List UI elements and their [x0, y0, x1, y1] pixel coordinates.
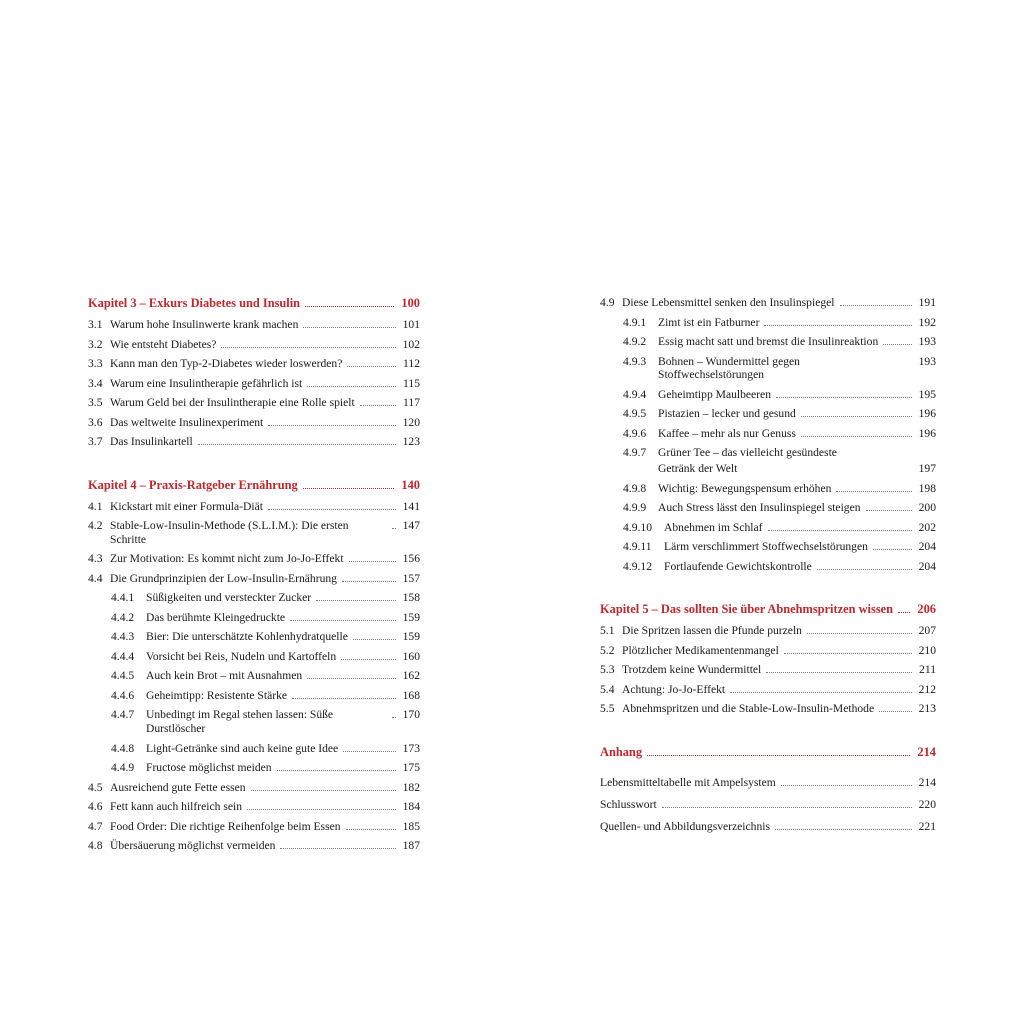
leader-dots: [292, 697, 396, 699]
entry-label: Lebensmitteltabelle mit Ampelsystem: [600, 775, 776, 789]
entry-number: 5.1: [600, 624, 615, 638]
toc-entry-continuation[interactable]: [600, 462, 936, 476]
entry-page-number: 211: [919, 663, 936, 677]
toc-entry[interactable]: [600, 316, 936, 330]
toc-entry[interactable]: [600, 446, 936, 460]
entry-label: Kann man den Typ-2-Diabetes wieder loswerden?: [110, 357, 343, 370]
leader-dots: [764, 324, 912, 326]
entry-page-number: 204: [918, 559, 936, 573]
chapter-heading-3[interactable]: [88, 296, 420, 311]
entry-label: Wichtig: Bewegungspensum erhöhen: [658, 481, 832, 495]
spacer: [600, 767, 936, 776]
leader-dots: [883, 343, 912, 345]
toc-entry[interactable]: [600, 482, 936, 496]
entry-label: Stable-Low-Insulin-Methode (S.L.I.M.): Die ersten Schritte: [110, 519, 349, 546]
entry-page-number: 115: [403, 376, 420, 390]
entry-number: 5.3: [600, 663, 615, 677]
entry-page-number: 147: [402, 519, 420, 532]
entry-page-number: 159: [402, 610, 420, 624]
entry-number: 5.5: [600, 702, 615, 716]
chapter-page-number: 206: [917, 602, 936, 617]
leader-dots: [277, 769, 396, 771]
toc-columns: [0, 296, 1024, 859]
leader-dots: [866, 509, 912, 511]
toc-entry[interactable]: [88, 500, 420, 514]
entry-page-number: 117: [403, 396, 420, 409]
entry-page-number: 102: [402, 337, 420, 351]
toc-entry[interactable]: [88, 377, 420, 391]
leader-dots: [742, 471, 912, 472]
entry-label: Trotzdem keine Wundermittel: [622, 663, 762, 677]
entry-page-number: 112: [403, 357, 420, 370]
toc-entry[interactable]: [88, 669, 420, 683]
entry-page-number: 120: [402, 415, 420, 429]
leader-dots: [316, 599, 396, 601]
toc-entry[interactable]: [600, 540, 936, 554]
toc-entry[interactable]: [88, 689, 420, 703]
entry-label: Abnehmen im Schlaf: [664, 520, 763, 534]
chapter-page-number: 100: [401, 296, 420, 310]
entry-number: 4.9.9: [623, 501, 647, 515]
leader-dots: [347, 365, 396, 367]
entry-page-number: 214: [918, 775, 936, 789]
entry-number: 4.3: [88, 552, 103, 566]
toc-entry[interactable]: [88, 611, 420, 625]
entry-number: 4.9.10: [623, 520, 652, 534]
entry-page-number: 197: [918, 462, 936, 476]
entry-page-number: 196: [918, 426, 936, 440]
toc-entry[interactable]: [88, 318, 420, 332]
appendix-page-number: 214: [917, 744, 936, 759]
leader-dots: [836, 490, 912, 492]
leader-dots: [198, 443, 396, 445]
entry-label: Pistazien – lecker und gesund: [658, 407, 796, 421]
leader-dots: [392, 527, 396, 529]
entry-number: 4.9.7: [623, 446, 647, 460]
entry-label: Grüner Tee – das vielleicht gesündeste: [658, 446, 837, 460]
entry-number: 3.6: [88, 415, 103, 429]
entry-label: Bier: Die unterschätzte Kohlenhydratquelle: [146, 630, 348, 644]
leader-dots: [730, 691, 912, 693]
entry-label: Abnehmspritzen und die Stable-Low-Insulin-Methode: [622, 702, 875, 716]
leader-dots: [873, 548, 912, 550]
chapter-title: Kapitel 5 – Das sollten Sie über Abnehmspritzen wissen: [600, 602, 894, 617]
entry-label: Fortlaufende Gewichtskontrolle: [664, 559, 812, 573]
entry-page-number: 160: [402, 649, 420, 663]
appendix-entry[interactable]: [600, 820, 936, 833]
toc-entry[interactable]: [88, 591, 420, 605]
entry-label: Auch Stress lässt den Insulinspiegel steigen: [658, 501, 861, 515]
leader-dots: [303, 487, 394, 489]
toc-entry[interactable]: [88, 572, 420, 586]
section-spacer: [600, 722, 936, 745]
entry-page-number: 156: [402, 552, 420, 566]
entry-label: Die Grundprinzipien der Low-Insulin-Ernährung: [110, 571, 337, 585]
entry-label: Warum hohe Insulinwerte krank machen: [110, 318, 299, 331]
appendix-heading[interactable]: [600, 745, 936, 760]
leader-dots: [307, 385, 396, 387]
entry-page-number: 162: [402, 669, 420, 683]
entry-label: Warum Geld bei der Insulintherapie eine Rolle spielt: [110, 396, 355, 409]
entry-page-number: 101: [402, 318, 420, 331]
entry-label: Ausreichend gute Fette essen: [110, 780, 246, 794]
toc-entry[interactable]: [88, 630, 420, 644]
appendix-entry[interactable]: [600, 776, 936, 789]
entry-label: Schlusswort: [600, 797, 657, 811]
entry-number: 4.5: [88, 780, 103, 794]
entry-number: 4.9.11: [623, 540, 652, 554]
entry-page-number: 198: [918, 481, 936, 495]
entry-number: 4.4.4: [111, 649, 135, 663]
entry-label: Diese Lebensmittel senken den Insulinspiegel: [622, 296, 835, 309]
entry-label: Das weltweite Insulinexperiment: [110, 415, 264, 429]
leader-dots: [268, 508, 396, 510]
leader-dots: [268, 424, 396, 426]
leader-dots: [360, 404, 396, 406]
toc-entry[interactable]: [600, 388, 936, 402]
entry-page-number: 182: [402, 780, 420, 794]
entry-label: Das Insulinkartell: [110, 435, 193, 448]
entry-page-number: 185: [402, 819, 420, 833]
entry-label: Fructose möglichst meiden: [146, 761, 272, 775]
leader-dots: [221, 346, 396, 348]
entry-label: Essig macht satt und bremst die Insulinreaktion: [658, 335, 879, 348]
toc-entry[interactable]: [88, 650, 420, 664]
toc-entry[interactable]: [600, 355, 936, 383]
leader-dots: [305, 305, 394, 307]
chapter-title: Kapitel 4 – Praxis-Ratgeber Ernährung: [88, 477, 298, 492]
entry-label: Plötzlicher Medikamentenmangel: [622, 643, 779, 657]
entry-page-number: 192: [918, 315, 936, 329]
leader-dots: [247, 808, 396, 810]
entry-number: 4.9.8: [623, 481, 647, 495]
entry-number: 4.4.9: [111, 761, 135, 775]
toc-entry[interactable]: [88, 396, 420, 410]
leader-dots: [784, 652, 912, 654]
toc-entry[interactable]: [88, 435, 420, 449]
section-spacer: [88, 455, 420, 478]
leader-dots: [346, 828, 396, 830]
toc-entry[interactable]: [88, 708, 420, 736]
toc-entry[interactable]: [88, 338, 420, 352]
leader-dots: [801, 415, 912, 417]
appendix-title: Anhang: [600, 744, 643, 759]
entry-number: 4.9.6: [623, 426, 647, 440]
leader-dots: [781, 784, 912, 786]
entry-label: Auch kein Brot – mit Ausnahmen: [146, 669, 303, 683]
toc-entry[interactable]: [88, 552, 420, 566]
toc-entry[interactable]: [88, 781, 420, 795]
entry-number: 3.5: [88, 396, 103, 409]
entry-label: Kickstart mit einer Formula-Diät: [110, 499, 263, 513]
toc-entry[interactable]: [600, 501, 936, 515]
entry-label: Süßigkeiten und versteckter Zucker: [146, 591, 312, 605]
toc-entry[interactable]: [600, 407, 936, 421]
leader-dots: [349, 560, 396, 562]
leader-dots: [840, 304, 913, 306]
entry-number: 4.4.7: [111, 708, 135, 722]
toc-entry[interactable]: [600, 644, 936, 658]
entry-number: 3.3: [88, 357, 103, 370]
entry-page-number: 168: [402, 688, 420, 702]
toc-entry[interactable]: [600, 521, 936, 535]
entry-page-number: 210: [918, 643, 936, 657]
entry-label: Zimt ist ein Fatburner: [658, 315, 760, 329]
entry-label-continued: Getränk der Welt: [658, 462, 738, 476]
toc-entry[interactable]: [88, 839, 420, 853]
entry-label: Bohnen – Wundermittel gegen Stoffwechselstörungen: [658, 354, 800, 382]
entry-number: 4.9.12: [623, 559, 652, 573]
toc-entry[interactable]: [88, 820, 420, 834]
entry-label: Fett kann auch hilfreich sein: [110, 800, 242, 814]
entry-number: 4.2: [88, 519, 103, 532]
leader-dots: [307, 677, 396, 679]
leader-dots: [341, 658, 396, 660]
entry-label: Geheimtipp: Resistente Stärke: [146, 688, 288, 702]
entry-page-number: 196: [918, 407, 936, 421]
toc-right-column: [512, 296, 1024, 859]
entry-number: 4.8: [88, 839, 103, 853]
entry-label: Das berühmte Kleingedruckte: [146, 610, 286, 624]
entry-page-number: 212: [918, 682, 936, 696]
toc-left-column: [0, 296, 512, 859]
entry-number: 3.2: [88, 337, 103, 351]
leader-dots: [776, 396, 912, 398]
entry-number: 4.4.5: [111, 669, 135, 683]
entry-page-number: 200: [918, 501, 936, 515]
chapter-heading-4[interactable]: [88, 478, 420, 493]
entry-number: 5.4: [600, 682, 615, 696]
leader-dots: [766, 671, 912, 673]
entry-label: Warum eine Insulintherapie gefährlich ist: [110, 376, 303, 390]
entry-number: 4.9.2: [623, 335, 647, 348]
entry-number: 4.9.5: [623, 407, 647, 421]
toc-entry[interactable]: [600, 427, 936, 441]
leader-dots: [768, 529, 912, 531]
entry-label: Food Order: Die richtige Reihenfolge beim Essen: [110, 819, 341, 833]
entry-number: 4.4.8: [111, 741, 135, 755]
entry-page-number: 184: [402, 800, 420, 814]
entry-label: Zur Motivation: Es kommt nicht zum Jo-Jo-Effekt: [110, 552, 344, 566]
entry-number: 4.4.3: [111, 630, 135, 644]
entry-number: 3.7: [88, 435, 103, 448]
toc-entry[interactable]: [88, 416, 420, 430]
leader-dots: [251, 789, 396, 791]
toc-entry[interactable]: [88, 761, 420, 775]
entry-label: Die Spritzen lassen die Pfunde purzeln: [622, 624, 802, 638]
leader-dots: [280, 847, 396, 849]
leader-dots: [342, 580, 396, 582]
entry-page-number: 175: [402, 761, 420, 775]
entry-page-number: 191: [918, 296, 936, 309]
entry-page-number: 195: [918, 387, 936, 401]
entry-label: Quellen- und Abbildungsverzeichnis: [600, 819, 771, 833]
leader-dots: [898, 611, 910, 613]
leader-dots: [303, 326, 396, 328]
entry-page-number: 202: [918, 520, 936, 534]
entry-number: 4.4.1: [111, 591, 135, 605]
leader-dots: [807, 632, 912, 634]
toc-entry[interactable]: [600, 663, 936, 677]
entry-page-number: 141: [402, 499, 420, 513]
chapter-title: Kapitel 3 – Exkurs Diabetes und Insulin: [88, 296, 301, 310]
section-spacer: [600, 579, 936, 602]
entry-label: Unbedingt im Regal stehen lassen: Süße Durstlöscher: [146, 708, 334, 736]
entry-number: 4.6: [88, 800, 103, 814]
entry-number: 3.1: [88, 318, 103, 331]
entry-page-number: 213: [918, 702, 936, 716]
entry-number: 4.9.4: [623, 387, 647, 401]
entry-page-number: 193: [918, 354, 936, 368]
leader-dots: [290, 619, 396, 621]
leader-dots: [908, 364, 912, 365]
entry-label: Achtung: Jo-Jo-Effekt: [622, 682, 726, 696]
toc-entry[interactable]: [600, 624, 936, 638]
entry-number: 4.4.2: [111, 610, 135, 624]
entry-label: Light-Getränke sind auch keine gute Idee: [146, 741, 339, 755]
chapter-heading-5[interactable]: [600, 602, 936, 617]
chapter-page-number: 140: [401, 477, 420, 492]
entry-label: Lärm verschlimmert Stoffwechselstörungen: [664, 540, 868, 554]
leader-dots: [817, 568, 912, 570]
leader-dots: [775, 828, 912, 830]
leader-dots: [662, 806, 912, 808]
entry-number: 3.4: [88, 376, 103, 390]
toc-entry[interactable]: [600, 702, 936, 716]
entry-label: Wie entsteht Diabetes?: [110, 337, 217, 351]
entry-page-number: 159: [402, 630, 420, 644]
entry-label: Kaffee – mehr als nur Genuss: [658, 426, 796, 440]
entry-label: Vorsicht bei Reis, Nudeln und Kartoffeln: [146, 649, 337, 663]
entry-label: Übersäuerung möglichst vermeiden: [110, 839, 276, 853]
entry-page-number: 173: [402, 741, 420, 755]
entry-page-number: 221: [918, 819, 936, 833]
entry-page-number: 193: [918, 335, 936, 348]
leader-dots: [353, 638, 396, 640]
entry-page-number: 170: [402, 708, 420, 722]
toc-entry[interactable]: [600, 296, 936, 310]
toc-entry[interactable]: [88, 742, 420, 756]
entry-number: 4.9.1: [623, 315, 647, 329]
entry-label: Geheimtipp Maulbeeren: [658, 387, 771, 401]
entry-page-number: 157: [402, 571, 420, 585]
entry-page-number: 158: [402, 591, 420, 605]
toc-entry[interactable]: [600, 683, 936, 697]
appendix-entry[interactable]: [600, 798, 936, 811]
entry-number: 5.2: [600, 643, 615, 657]
entry-number: 4.9.3: [623, 354, 647, 368]
leader-dots: [343, 750, 396, 752]
entry-page-number: 187: [402, 839, 420, 853]
toc-entry[interactable]: [88, 519, 420, 547]
toc-entry[interactable]: [88, 800, 420, 814]
toc-entry[interactable]: [600, 335, 936, 349]
leader-dots: [879, 710, 912, 712]
leader-dots: [392, 716, 396, 718]
entry-number: 4.9: [600, 296, 615, 309]
entry-page-number: 123: [402, 435, 420, 448]
entry-page-number: 220: [918, 797, 936, 811]
toc-entry[interactable]: [600, 560, 936, 574]
entry-page-number: 207: [918, 624, 936, 638]
entry-number: 4.4.6: [111, 688, 135, 702]
leader-dots: [801, 435, 912, 437]
entry-number: 4.4: [88, 571, 103, 585]
entry-number: 4.1: [88, 499, 103, 513]
leader-dots: [647, 754, 910, 756]
toc-entry[interactable]: [88, 357, 420, 371]
entry-page-number: 204: [918, 540, 936, 554]
entry-number: 4.7: [88, 819, 103, 833]
